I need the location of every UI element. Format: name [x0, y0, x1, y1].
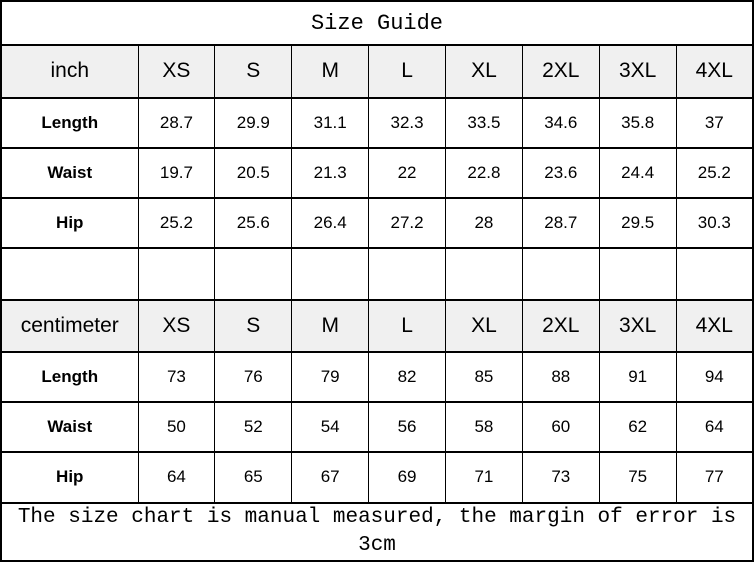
hip-cm-s: 65 [215, 452, 292, 502]
waist-cm-l: 56 [369, 402, 446, 452]
row-label-waist: Waist [1, 402, 138, 452]
length-cm-xs: 73 [138, 352, 215, 402]
empty-cell [599, 248, 676, 299]
length-cm-xl: 85 [446, 352, 523, 402]
centimeter-header-row [1, 300, 753, 352]
size-header-2xl: 2XL [522, 300, 599, 352]
empty-cell [292, 248, 369, 299]
length-inch-m: 31.1 [292, 98, 369, 148]
waist-cm-2xl: 60 [522, 402, 599, 452]
length-inch-s: 29.9 [215, 98, 292, 148]
length-cm-s: 76 [215, 352, 292, 402]
size-header-s: S [215, 300, 292, 352]
size-header-l: L [369, 45, 446, 97]
waist-cm-xs: 50 [138, 402, 215, 452]
hip-cm-xs: 64 [138, 452, 215, 502]
footer-note [1, 503, 753, 561]
waist-inch-xs: 19.7 [138, 148, 215, 198]
size-header-4xl: 4XL [676, 300, 753, 352]
size-header-xl: XL [446, 45, 523, 97]
hip-inch-s: 25.6 [215, 198, 292, 248]
length-inch-l: 32.3 [369, 98, 446, 148]
waist-cm-3xl: 62 [599, 402, 676, 452]
size-header-xl: XL [446, 300, 523, 352]
length-cm-3xl: 91 [599, 352, 676, 402]
empty-cell [446, 248, 523, 299]
size-header-2xl: 2XL [522, 45, 599, 97]
empty-cell [215, 248, 292, 299]
waist-inch-s: 20.5 [215, 148, 292, 198]
waist-inch-2xl: 23.6 [522, 148, 599, 198]
size-header-s: S [215, 45, 292, 97]
length-inch-4xl: 37 [676, 98, 753, 148]
hip-inch-4xl: 30.3 [676, 198, 753, 248]
page-title: Size Guide [1, 1, 753, 45]
row-label-length: Length [1, 98, 138, 148]
waist-inch-l: 22 [369, 148, 446, 198]
length-inch-2xl: 34.6 [522, 98, 599, 148]
row-label-hip: Hip [1, 452, 138, 502]
footer-note-line1: The size chart is manual measured, the margin of error is [17, 505, 737, 529]
hip-inch-m: 26.4 [292, 198, 369, 248]
unit-header-inch: inch [1, 45, 138, 97]
size-header-xs: XS [138, 300, 215, 352]
row-label-length: Length [1, 352, 138, 402]
hip-cm-xl: 71 [446, 452, 523, 502]
hip-cm-l: 69 [369, 452, 446, 502]
size-header-4xl: 4XL [676, 45, 753, 97]
length-cm-m: 79 [292, 352, 369, 402]
empty-cell [1, 248, 138, 299]
size-header-m: M [292, 300, 369, 352]
cm-hip-row [1, 452, 753, 502]
footer-note-line2: 3cm [358, 533, 396, 557]
hip-cm-3xl: 75 [599, 452, 676, 502]
waist-inch-4xl: 25.2 [676, 148, 753, 198]
waist-cm-m: 54 [292, 402, 369, 452]
waist-inch-3xl: 24.4 [599, 148, 676, 198]
hip-inch-xs: 25.2 [138, 198, 215, 248]
unit-header-centimeter: centimeter [1, 300, 138, 352]
inch-header-row [1, 45, 753, 97]
empty-cell [522, 248, 599, 299]
empty-cell [138, 248, 215, 299]
empty-cell [369, 248, 446, 299]
hip-cm-4xl: 77 [676, 452, 753, 502]
spacer-row [1, 248, 753, 299]
length-inch-xs: 28.7 [138, 98, 215, 148]
hip-inch-2xl: 28.7 [522, 198, 599, 248]
hip-inch-xl: 28 [446, 198, 523, 248]
waist-inch-m: 21.3 [292, 148, 369, 198]
inch-length-row [1, 98, 753, 148]
title-row [1, 1, 753, 45]
cm-length-row [1, 352, 753, 402]
length-cm-2xl: 88 [522, 352, 599, 402]
length-inch-3xl: 35.8 [599, 98, 676, 148]
empty-cell [676, 248, 753, 299]
inch-waist-row [1, 148, 753, 198]
size-header-m: M [292, 45, 369, 97]
length-cm-4xl: 94 [676, 352, 753, 402]
hip-inch-l: 27.2 [369, 198, 446, 248]
size-header-l: L [369, 300, 446, 352]
waist-inch-xl: 22.8 [446, 148, 523, 198]
size-header-3xl: 3XL [599, 300, 676, 352]
size-header-xs: XS [138, 45, 215, 97]
row-label-hip: Hip [1, 198, 138, 248]
cm-waist-row [1, 402, 753, 452]
row-label-waist: Waist [1, 148, 138, 198]
length-inch-xl: 33.5 [446, 98, 523, 148]
footer-note-row [1, 503, 753, 561]
hip-inch-3xl: 29.5 [599, 198, 676, 248]
length-cm-l: 82 [369, 352, 446, 402]
size-header-3xl: 3XL [599, 45, 676, 97]
hip-cm-2xl: 73 [522, 452, 599, 502]
hip-cm-m: 67 [292, 452, 369, 502]
inch-hip-row [1, 198, 753, 248]
waist-cm-s: 52 [215, 402, 292, 452]
waist-cm-4xl: 64 [676, 402, 753, 452]
waist-cm-xl: 58 [446, 402, 523, 452]
